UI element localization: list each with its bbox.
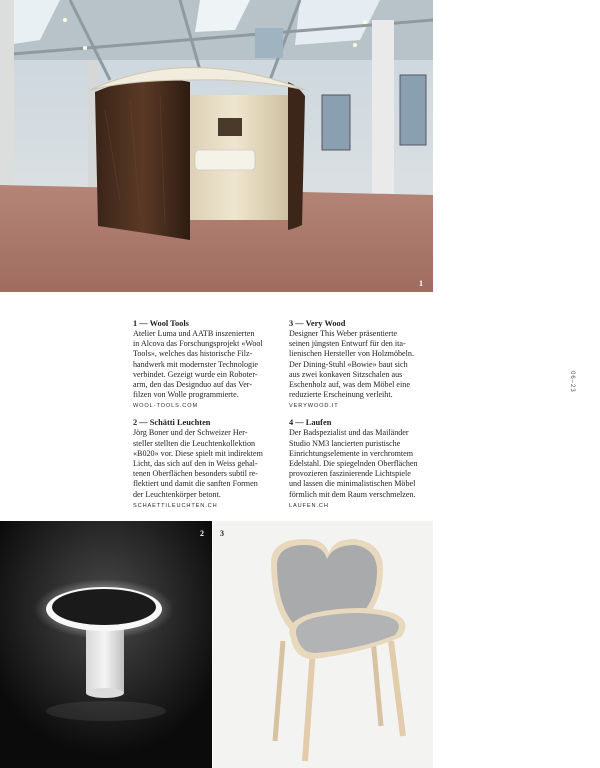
wool-tools-photo-graphic (0, 0, 433, 292)
entry-body-line: förmlich mit dem Raum verschmelzen. (289, 489, 416, 499)
entry-heading: 4 — Laufen (289, 418, 332, 428)
entry-body-line: steller stellten die Leuchtenkollektion (133, 438, 256, 448)
entry-body-line: Licht, das sich auf den in Weiss gehal- (133, 459, 258, 469)
photo-number-2: 2 (200, 529, 204, 538)
entry-body-line: «B020» vor. Diese spielt mit indirektem (133, 448, 263, 458)
entry-body-line: Tools», welches das historische Filz- (133, 349, 253, 359)
photo-number-3: 3 (220, 529, 224, 538)
entry-very-wood (289, 319, 444, 411)
entry-body-line: Der Badspezialist und das Mailänder (289, 428, 409, 438)
page-folio: 06–23 (569, 371, 575, 393)
entry-body-line: lienischen Hersteller von Holzmöbeln. (289, 349, 414, 359)
entry-url[interactable]: LAUFEN.CH (289, 502, 329, 509)
entry-body-line: der Leuchtenkörper betont. (133, 489, 221, 499)
entry-schaetti-leuchten (133, 418, 288, 510)
entry-body-line: verbindet. Gezeigt wurde ein Roboter- (133, 369, 258, 379)
chair-photo-graphic (213, 521, 433, 768)
entry-url[interactable]: SCHAETTILEUCHTEN.CH (133, 502, 218, 509)
entry-heading: 1 — Wool Tools (133, 319, 189, 328)
entry-body-line: arm, den das Designduo auf das Ver- (133, 380, 253, 390)
entry-body-line: seinen jüngsten Entwurf für den ita- (289, 339, 406, 349)
entry-body-line: in Alcova das Forschungsprojekt «Wool (133, 339, 263, 349)
entry-body-line: Studio NM3 lancierten puristische (289, 438, 401, 448)
photo-very-wood-chair (213, 521, 433, 768)
entry-body-line: reduzierte Erscheinung verleiht. (289, 390, 393, 400)
entry-body-line: flektiert und damit die sanften Formen (133, 479, 258, 489)
photo-number-1: 1 (419, 279, 423, 288)
entry-heading: 3 — Very Wood (289, 319, 346, 328)
entry-url[interactable]: WOOL-TOOLS.COM (133, 403, 199, 410)
photo-wool-tools (0, 0, 433, 292)
entry-laufen (289, 418, 444, 510)
entry-body-line: Edelstahl. Die spiegelnden Oberflächen (289, 459, 418, 469)
lamp-photo-graphic (0, 521, 212, 768)
entry-body-line: filzen von Wolle programmierte. (133, 390, 239, 400)
entry-body-line: provozieren faszinierende Lichtspiele (289, 469, 411, 479)
entry-body-line: Atelier Luma und AATB inszenierten (133, 329, 255, 338)
entry-body-line: Eschenholz auf, was dem Möbel eine (289, 380, 410, 390)
entry-body-line: Designer This Weber präsentierte (289, 329, 398, 338)
entry-body-line: handwerk mit modernster Technologie (133, 359, 258, 369)
entry-body-line: und lassen die minimalistischen Möbel (289, 479, 416, 489)
entry-body-line: Einrichtungselemente in verchromtem (289, 448, 414, 458)
entry-wool-tools (133, 319, 288, 411)
text-column-right (289, 319, 444, 518)
entry-body-line: Jörg Boner und der Schweizer Her- (133, 428, 248, 438)
entry-body-line: aus zwei konkaven Sitzschalen aus (289, 369, 403, 379)
entry-heading: 2 — Schätti Leuchten (133, 418, 211, 428)
entry-body-line: Der Dining-Stuhl «Bowie» baut sich (289, 359, 408, 369)
photo-schaetti-lamp (0, 521, 212, 768)
entry-body-line: tenen Oberflächen besonders subtil re- (133, 469, 258, 479)
text-column-left (133, 319, 288, 518)
entry-url[interactable]: VERYWOOD.IT (289, 403, 339, 410)
